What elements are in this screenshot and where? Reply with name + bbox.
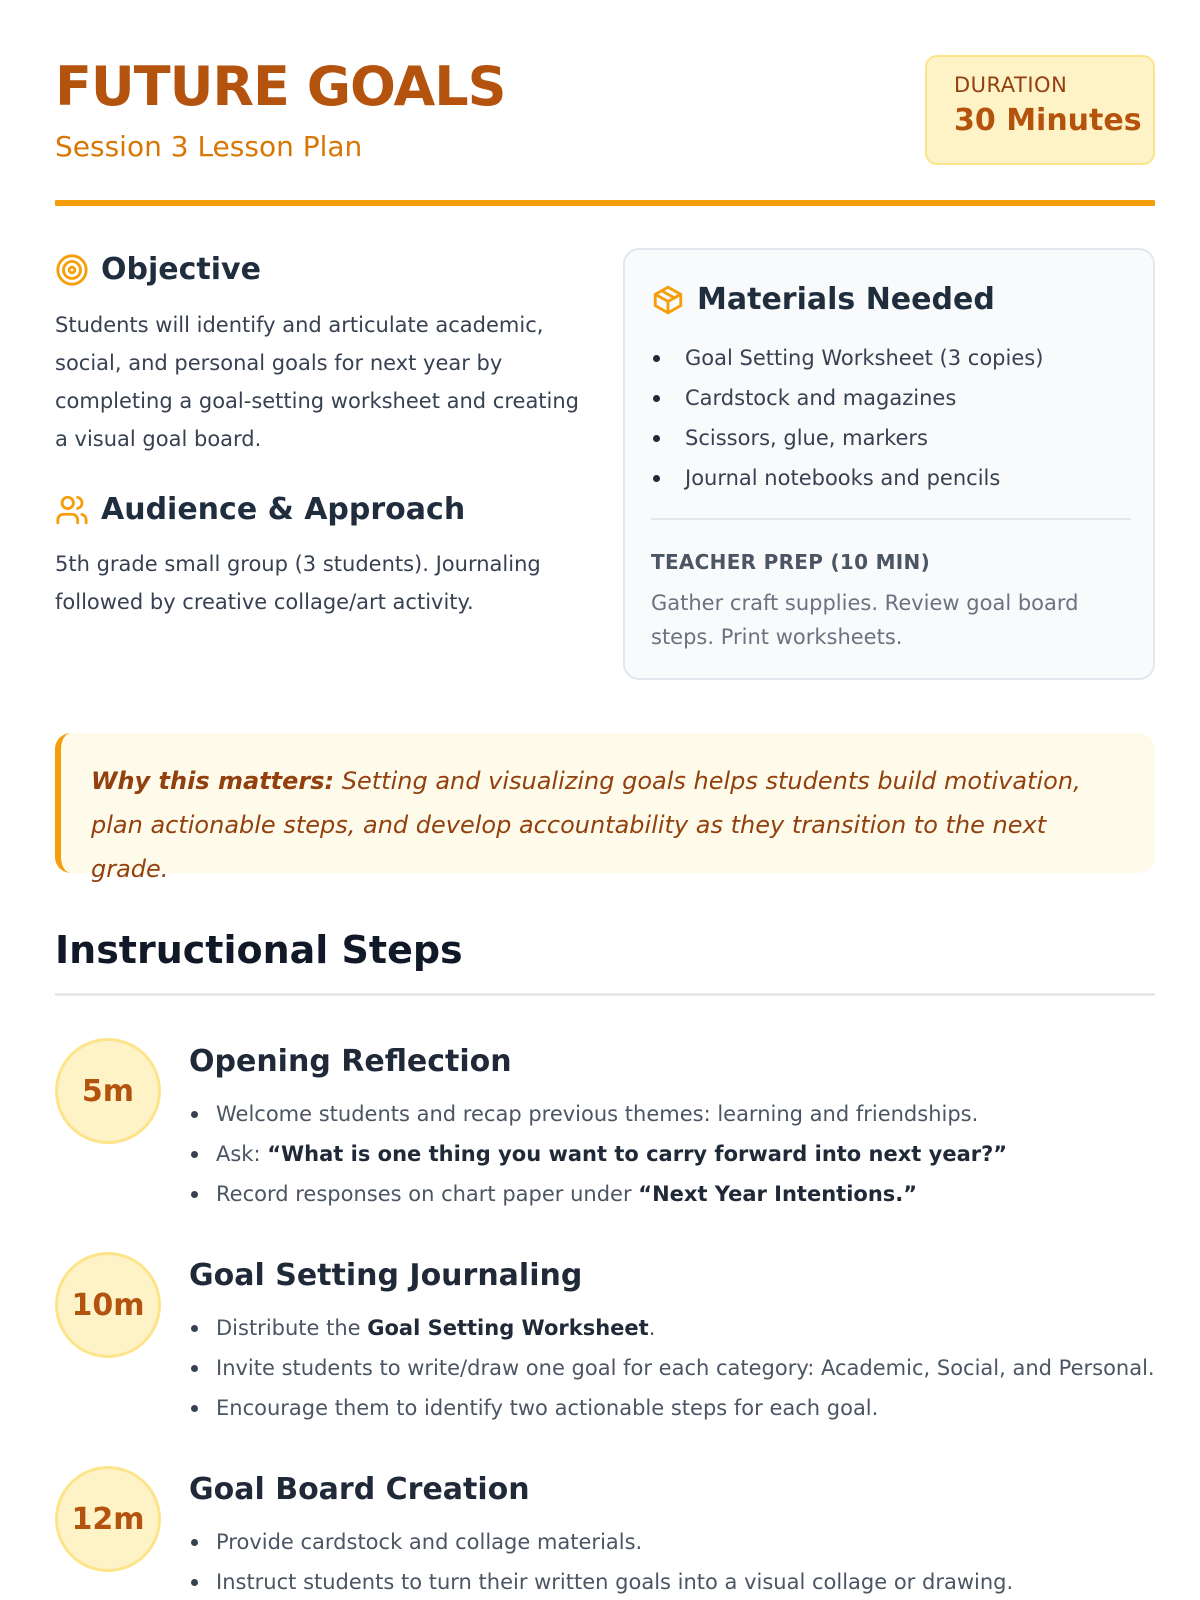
materials-heading-text: Materials Needed	[697, 282, 995, 317]
objective-text: Students will identify and articulate academic, social, and personal goals for next year by completing a goal-setting worksheet and creating a visual goal board.	[55, 313, 580, 451]
list-item: Instruct students to turn their written goals into a visual collage or drawing.	[189, 1562, 1013, 1600]
box-icon	[651, 283, 685, 317]
why-this-matters-callout	[55, 733, 1155, 883]
page-subtitle: Session 3 Lesson Plan	[55, 130, 363, 163]
duration-badge	[925, 55, 1155, 165]
callout-lead: Why this matters:	[91, 767, 335, 795]
list-item: Provide cardstock and collage materials.	[189, 1522, 1013, 1562]
page-title: FUTURE GOALS	[55, 55, 506, 118]
list-item: Invite students to write/draw one goal for each category: Academic, Social, and Personal.	[189, 1348, 1155, 1388]
step-bullets	[189, 1522, 1013, 1600]
objective-heading	[55, 252, 261, 287]
duration-value: 30 Minutes	[954, 103, 1142, 138]
materials-card	[623, 248, 1155, 680]
list-item: Welcome students and recap previous themes: learning and friendships.	[189, 1094, 1007, 1134]
materials-heading	[651, 282, 995, 317]
callout-text: Setting and visualizing goals helps students build motivation, plan actionable steps, and develop accountability as they transition to the next grade.	[91, 767, 1081, 883]
list-item: Distribute the Goal Setting Worksheet.	[189, 1308, 1155, 1348]
list-item: Record responses on chart paper under “Next Year Intentions.”	[189, 1174, 1007, 1214]
step-duration-badge: 12m	[55, 1466, 161, 1572]
users-icon	[55, 493, 89, 527]
list-item: Encourage them to identify two actionable steps for each goal.	[189, 1388, 1155, 1428]
step-bullets	[189, 1308, 1155, 1428]
teacher-prep-text: Gather craft supplies. Review goal board steps. Print worksheets.	[651, 591, 1079, 649]
steps-title: Instructional Steps	[55, 928, 463, 972]
list-item: Scissors, glue, markers	[651, 418, 1043, 458]
step-duration-badge: 5m	[55, 1038, 161, 1144]
list-item: Ask: “What is one thing you want to carry forward into next year?”	[189, 1134, 1007, 1174]
header-divider	[55, 200, 1155, 206]
target-icon	[55, 253, 89, 287]
steps-divider	[55, 993, 1155, 996]
duration-label: DURATION	[954, 73, 1068, 97]
audience-text: 5th grade small group (3 students). Journaling followed by creative collage/art activity.	[55, 552, 541, 614]
step-title: Goal Board Creation	[189, 1472, 530, 1507]
list-item: Cardstock and magazines	[651, 378, 1043, 418]
step-title: Goal Setting Journaling	[189, 1258, 583, 1293]
step-title: Opening Reflection	[189, 1044, 512, 1079]
materials-list	[651, 338, 1043, 498]
step-bullets	[189, 1094, 1007, 1214]
step-duration-badge: 10m	[55, 1252, 161, 1358]
audience-heading	[55, 492, 465, 527]
header	[55, 55, 1155, 175]
lesson-plan-page	[55, 0, 1155, 1600]
audience-heading-text: Audience & Approach	[101, 492, 466, 527]
list-item: Journal notebooks and pencils	[651, 458, 1043, 498]
objective-heading-text: Objective	[101, 252, 261, 287]
card-divider	[651, 518, 1131, 520]
teacher-prep-label: TEACHER PREP (10 MIN)	[651, 550, 931, 574]
list-item: Goal Setting Worksheet (3 copies)	[651, 338, 1043, 378]
